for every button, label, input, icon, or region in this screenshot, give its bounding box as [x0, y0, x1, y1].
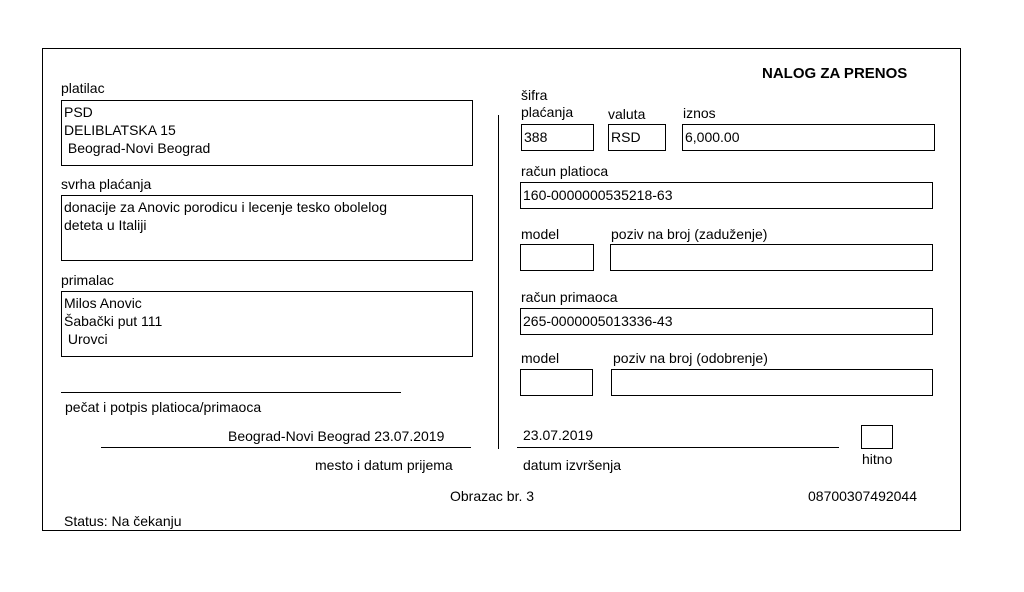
debit-model-label: model	[521, 226, 560, 242]
column-divider	[498, 115, 499, 449]
debit-model-field[interactable]	[520, 244, 594, 271]
debit-reference-field[interactable]	[610, 244, 933, 271]
purpose-line: deteta u Italiji	[64, 217, 147, 233]
recipient-label: primalac	[61, 272, 114, 288]
amount-label: iznos	[683, 105, 716, 121]
form-number: Obrazac br. 3	[450, 488, 535, 504]
recipient-line: Urovci	[64, 331, 108, 347]
credit-model-field[interactable]	[520, 369, 593, 396]
status-text: Status: Na čekanju	[64, 513, 182, 529]
purpose-label: svrha plaćanja	[61, 176, 152, 192]
payer-line: Beograd-Novi Beograd	[64, 140, 211, 156]
amount-field[interactable]	[682, 124, 935, 151]
execution-date-value: 23.07.2019	[523, 427, 594, 443]
payer-label: platilac	[61, 80, 105, 96]
payer-account-field[interactable]	[520, 182, 933, 209]
payer-account-value: 160-0000000535218-63	[523, 187, 673, 203]
payer-line: PSD	[64, 104, 93, 120]
signature-line	[61, 392, 401, 393]
payer-account-label: račun platioca	[521, 163, 609, 179]
currency-label: valuta	[608, 106, 646, 122]
urgent-label: hitno	[862, 451, 893, 467]
purpose-line: donacije za Anovic porodicu i lecenje tesko obolelog	[64, 199, 387, 215]
debit-reference-label: poziv na broj (zaduženje)	[611, 226, 768, 242]
payment-code-label-2: plaćanja	[521, 104, 574, 120]
currency-value: RSD	[611, 129, 641, 145]
amount-value: 6,000.00	[685, 129, 740, 145]
place-date-label: mesto i datum prijema	[315, 457, 453, 473]
currency-field[interactable]	[608, 124, 666, 151]
recipient-line: Milos Anovic	[64, 295, 142, 311]
recipient-line: Šabački put 111	[64, 313, 163, 329]
recipient-account-label: račun primaoca	[521, 289, 618, 305]
payment-code-value: 388	[524, 129, 548, 145]
form-title: NALOG ZA PRENOS	[762, 65, 908, 82]
payer-box[interactable]	[61, 100, 473, 166]
recipient-account-field[interactable]	[520, 308, 933, 335]
credit-model-label: model	[521, 350, 560, 366]
signature-label: pečat i potpis platioca/primaoca	[65, 399, 262, 415]
payment-code-field[interactable]	[521, 124, 594, 151]
execution-date-label: datum izvršenja	[523, 457, 622, 473]
payment-code-label: šifra	[521, 87, 548, 103]
recipient-account-value: 265-0000005013336-43	[523, 313, 673, 329]
credit-reference-field[interactable]	[611, 369, 933, 396]
recipient-box[interactable]	[61, 291, 473, 357]
reference-number: 08700307492044	[808, 488, 918, 504]
payer-line: DELIBLATSKA 15	[64, 122, 176, 138]
credit-reference-label: poziv na broj (odobrenje)	[613, 350, 768, 366]
urgent-checkbox[interactable]	[861, 425, 893, 449]
place-date-value: Beograd-Novi Beograd 23.07.2019	[228, 428, 445, 444]
place-date-line	[101, 447, 471, 448]
payment-order-form	[42, 48, 961, 531]
purpose-box[interactable]	[61, 195, 473, 261]
execution-date-line	[517, 447, 839, 448]
